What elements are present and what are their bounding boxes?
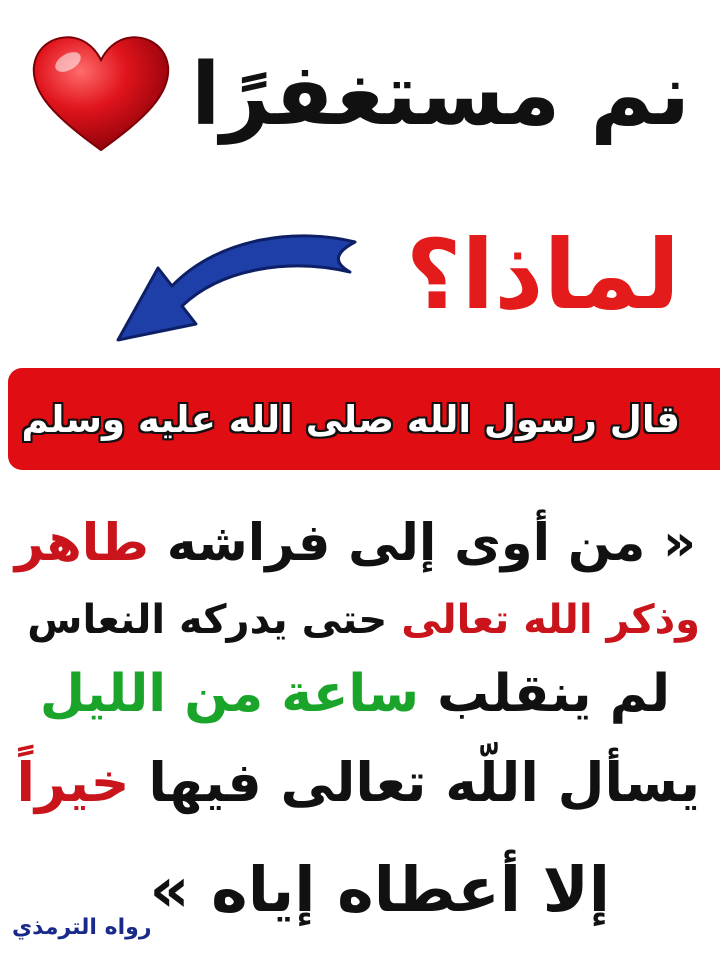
hadith-line-3-text: لم ينقلب — [419, 664, 670, 724]
why-heading: لماذا؟ — [405, 219, 680, 331]
hadith-line-3 — [30, 654, 670, 734]
hadith-line-2-text: حتى يدركه النعاس — [27, 597, 402, 643]
curved-arrow-icon — [110, 228, 360, 348]
hadith-line-2 — [10, 588, 700, 652]
hadith-line-4-highlight: خيراً — [16, 751, 130, 814]
hadith-line-4-text: يسأل اللّه تعالى فيها — [129, 751, 700, 814]
hadith-line-1 — [16, 504, 696, 584]
hadith-line-5: إلا أعطاه إياه » — [149, 853, 610, 926]
source-attribution: رواه الترمذي — [12, 915, 152, 940]
hadith-line-2-highlight: وذكر الله تعالى — [401, 597, 700, 643]
hadith-line-3-highlight: ساعة من الليل — [39, 664, 420, 724]
hadith-line-1-highlight: طاهر — [14, 514, 149, 573]
hadith-line-4 — [10, 738, 700, 828]
hadith-line-1-text: « من أوى إلى فراشه — [148, 514, 696, 573]
banner-text: قال رسول الله صلى الله عليه وسلم — [21, 398, 680, 441]
heart-icon — [26, 28, 176, 158]
page-title: نم مستغفرًا — [191, 45, 690, 145]
